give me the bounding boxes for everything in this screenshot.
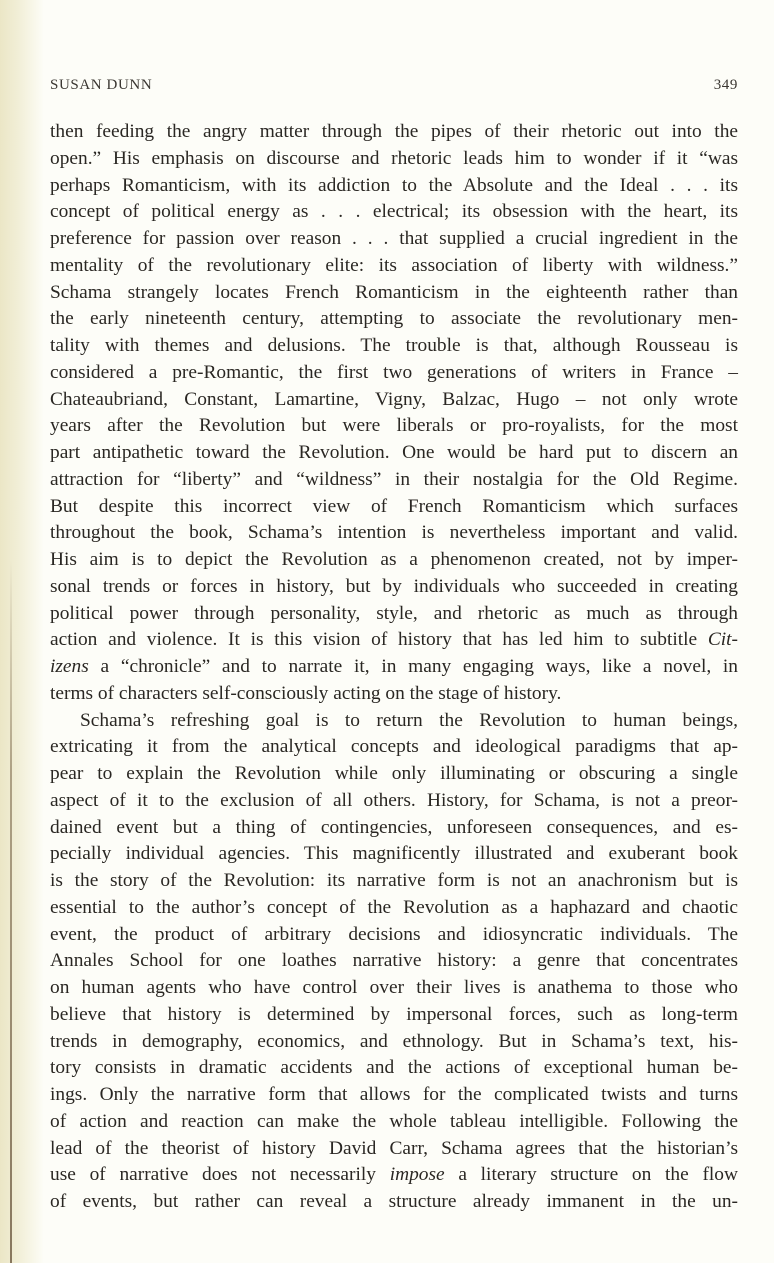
text-line: essential to the author’s concept of the Revolution as a haphazard and chaotic	[50, 896, 738, 918]
text-line: But despite this incorrect view of French Romanticism which surfaces	[50, 495, 738, 517]
text-line: is the story of the Revolution: its narrative form is not an anachronism but is	[50, 870, 738, 891]
text-line: His aim is to depict the Revolution as a phenomenon created, not by imper-	[50, 549, 738, 570]
text-line: concept of political energy as . . . electrical; its obsession with the heart, its	[50, 201, 738, 223]
text-line: terms of characters self-consciously acting on the stage of history.	[50, 682, 562, 704]
text-line: attraction for “liberty” and “wildness” in their nostalgia for the Old Regime.	[50, 468, 738, 490]
text-line: considered a pre-Romantic, the first two generations of writers in France –	[50, 361, 738, 383]
text-line: event, the product of arbitrary decisions and idiosyncratic individuals. The	[50, 923, 738, 945]
text-line: Schama strangely locates French Romanticism in the eighteenth rather than	[50, 281, 738, 303]
text-line: trends in demography, economics, and ethnology. But in Schama’s text, his-	[50, 1030, 738, 1052]
text-line: on human agents who have control over their lives is anathema to those who	[50, 977, 738, 998]
text-line: of action and reaction can make the whole tableau intelligible. Following the	[50, 1110, 738, 1132]
text-line: believe that history is determined by impersonal forces, such as long-term	[50, 1003, 738, 1025]
paragraph-2	[50, 708, 738, 1216]
text-line	[50, 1162, 738, 1189]
body-text	[50, 119, 738, 1216]
text-line: mentality of the revolutionary elite: its association of liberty with wildness.”	[50, 254, 738, 276]
text-line: the early nineteenth century, attempting to associate the revolutionary men-	[50, 308, 738, 330]
text-line: ings. Only the narrative form that allows for the complicated twists and turns	[50, 1084, 738, 1105]
text-line: political power through personality, style, and rhetoric as much as through	[50, 602, 738, 624]
text-fragment: a “chronicle” and to narrate it, in many engaging ways, like a novel, in	[100, 656, 738, 677]
paragraph-1	[50, 119, 738, 708]
text-line: dained event but a thing of contingencies, unforeseen consequences, and es-	[50, 816, 738, 838]
text-line: years after the Revolution but were liberals or pro-royalists, for the most	[50, 415, 738, 437]
text-line: aspect of it to the exclusion of all others. History, for Schama, is not a preor-	[50, 789, 738, 811]
italic-title-fragment: izens	[50, 656, 89, 677]
text-line: preference for passion over reason . . . that supplied a crucial ingredient in the	[50, 228, 738, 249]
text-line: part antipathetic toward the Revolution. One would be hard put to discern an	[50, 442, 738, 463]
text-line: extricating it from the analytical concepts and ideological paradigms that ap-	[50, 736, 738, 758]
running-head	[50, 77, 738, 94]
italic-emphasis: impose	[389, 1164, 445, 1186]
page-gutter-shadow	[0, 0, 44, 1263]
text-line: Annales School for one loathes narrative history: a genre that concentrates	[50, 950, 738, 972]
text-fragment: action and violence. It is this vision of history that has led him to subtitle	[50, 629, 708, 651]
text-line: of events, but rather can reveal a structure already immanent in the un-	[50, 1191, 738, 1212]
text-line: pecially individual agencies. This magnificently illustrated and exuberant book	[50, 843, 738, 865]
text-line: tality with themes and delusions. The trouble is that, although Rousseau is	[50, 335, 738, 356]
text-line: then feeding the angry matter through the pipes of their rhetoric out into the	[50, 121, 738, 142]
binding-edge	[10, 560, 12, 1263]
text-fragment: use of narrative does not necessarily	[50, 1164, 390, 1186]
text-line: Chateaubriand, Constant, Lamartine, Vigny, Balzac, Hugo – not only wrote	[50, 388, 738, 410]
text-line: throughout the book, Schama’s intention is nevertheless important and valid.	[50, 522, 738, 544]
italic-title-fragment: Cit-	[707, 629, 738, 651]
text-line: lead of the theorist of history David Carr, Schama agrees that the historian’s	[50, 1137, 738, 1159]
text-line: perhaps Romanticism, with its addiction to the Absolute and the Ideal . . . its	[50, 174, 738, 196]
text-line	[50, 654, 738, 681]
author-name: SUSAN DUNN	[50, 77, 153, 93]
text-line: pear to explain the Revolution while only illuminating or obscuring a single	[50, 763, 738, 784]
page-number: 349	[713, 77, 738, 93]
text-line: Schama’s refreshing goal is to return the Revolution to human beings,	[80, 709, 738, 731]
text-line: open.” His emphasis on discourse and rhetoric leads him to wonder if it “was	[50, 147, 738, 169]
text-line: sonal trends or forces in history, but by individuals who succeeded in creating	[50, 575, 738, 597]
text-line: tory consists in dramatic accidents and the actions of exceptional human be-	[50, 1057, 738, 1079]
text-line	[50, 627, 738, 654]
text-fragment: a literary structure on the flow	[444, 1164, 738, 1186]
